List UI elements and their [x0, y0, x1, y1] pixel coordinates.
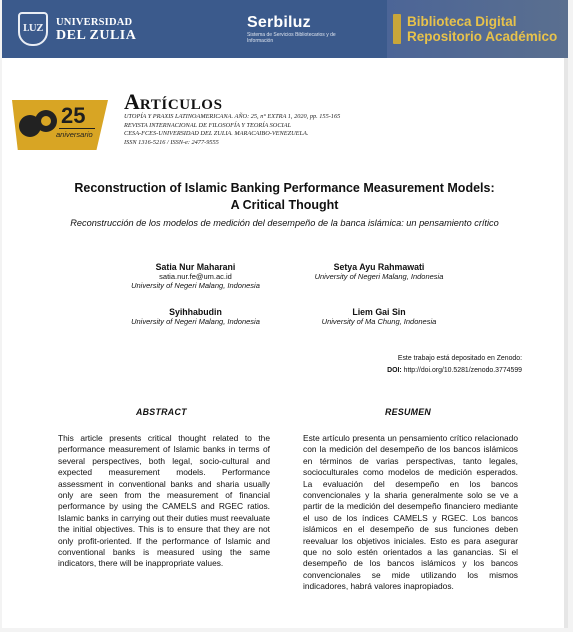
- serbiluz-logo: Serbiluz: [247, 14, 311, 31]
- journal-metadata: [124, 113, 524, 147]
- digital-library-title: [407, 14, 557, 44]
- author-name: Syihhabudin: [169, 307, 222, 317]
- resumen-text: Este artículo presenta un pensamiento crítico relacionado con la medición del desempeño de los bancos islámicos en términos de varias perspectivas, tanto legales, socioculturales como modelos de medición esperados. La evaluación del desempeño en los bancos convencionales y la sharia generalmente solo se ve a partir de la medición del desempeño financiero mediante el uso de los índices CAMELS y RGEC. Los bancos islámicos en el desempeño de sus funciones deben reevaluar los objetivos iniciales. Esto es para asegurar que no solo estén orientados a las ganancias. Si el desempeño de los bancos islámicos y los bancos convencionales se mide utilizando los mismos indicadores, habrá valores inapropiados.: [303, 433, 518, 592]
- anniversary-rule: [59, 128, 95, 129]
- section-heading-initial: A: [124, 89, 140, 114]
- author-name: Liem Gai Sin: [352, 307, 406, 317]
- abstract-text: This article presents critical thought related to the performance measurement of Islamic banks in terms of several perspectives, both legal, socio-cultural and expected measurement models. Performance assessment in conventional banks and sharia usually only are seen from the measurement of financial performance by using the CAMELS and RGEC ratios. Islamic banks in carrying out their duties must reevaluate the initial objectives. This is to ensure that they are not only profit-oriented. If the performance of Islamic and conventional banks is measured using the same indicators, there will be inappropriate values.: [58, 433, 270, 569]
- digital-library-branding[interactable]: [387, 0, 568, 58]
- journal-meta-line: CESA-FCES-UNIVERSIDAD DEL ZULIA. MARACAIBO-VENEZUELA.: [124, 130, 309, 138]
- author-block: [108, 307, 283, 326]
- author-affiliation: University of Ma Chung, Indonesia: [321, 317, 437, 326]
- book-icon: [393, 14, 401, 44]
- anniversary-word: aniversario: [56, 130, 93, 139]
- author-block: [294, 262, 464, 281]
- anniversary-logo: [12, 100, 115, 152]
- author-name: Setya Ayu Rahmawati: [333, 262, 425, 272]
- journal-circles-icon: [19, 110, 59, 142]
- anniversary-number: 25: [61, 103, 86, 128]
- author-email[interactable]: satia.nur.fe@um.ac.id: [159, 272, 232, 281]
- university-seal-icon: LUZ: [18, 12, 48, 46]
- author-affiliation: University of Negeri Malang, Indonesia: [131, 317, 260, 326]
- author-block: [108, 262, 283, 290]
- article-title: [32, 180, 537, 214]
- section-heading: [124, 89, 223, 115]
- author-affiliation: University of Negeri Malang, Indonesia: [131, 281, 260, 290]
- author-affiliation: University of Negeri Malang, Indonesia: [314, 272, 444, 281]
- journal-meta-line: ISSN 1316-5216 / ISSN-e: 2477-9555: [124, 138, 219, 146]
- article-subtitle: Reconstrucción de los modelos de medición del desempeño de la banca islámica: un pensamiento crítico: [70, 218, 499, 228]
- page-edge-shadow: [564, 58, 568, 628]
- resumen-heading: RESUMEN: [385, 407, 432, 417]
- zenodo-deposit-text: Este trabajo está depositado en Zenodo:: [397, 355, 522, 362]
- doi-link[interactable]: http://doi.org/10.5281/zenodo.3774599: [403, 367, 522, 374]
- serbiluz-subtitle: Sistema de Servicios Bibliotecarios y de Información: [247, 32, 336, 44]
- author-name: Satia Nur Maharani: [155, 262, 236, 272]
- university-branding[interactable]: [2, 12, 247, 46]
- journal-meta-line: UTOPÍA Y PRAXIS LATINOAMERICANA. AÑO: 25, n° EXTRA 1, 2020, pp. 155-165: [124, 113, 341, 120]
- serbiluz-branding[interactable]: [247, 14, 382, 44]
- zenodo-doi-line: [322, 365, 522, 377]
- university-name-line1: UNIVERSIDAD: [56, 17, 133, 28]
- section-heading-rest: RTÍCULOS: [139, 97, 223, 113]
- article-page: [2, 0, 568, 628]
- digital-library-line1: Biblioteca Digital: [407, 14, 517, 29]
- journal-meta-line: REVISTA INTERNACIONAL DE FILOSOFÍA Y TEORÍA SOCIAL: [124, 121, 291, 129]
- university-name-line2: DEL ZULIA: [56, 28, 137, 43]
- header-banner: [2, 0, 568, 58]
- author-block: [294, 307, 464, 326]
- digital-library-line2: Repositorio Académico: [407, 29, 558, 44]
- doi-label: DOI:: [387, 367, 402, 374]
- university-name: [56, 16, 136, 42]
- article-title-line2: A Critical Thought: [230, 198, 339, 212]
- article-title-line1: Reconstruction of Islamic Banking Performance Measurement Models:: [74, 181, 495, 195]
- abstract-heading: ABSTRACT: [136, 407, 187, 417]
- zenodo-notice: [322, 353, 522, 377]
